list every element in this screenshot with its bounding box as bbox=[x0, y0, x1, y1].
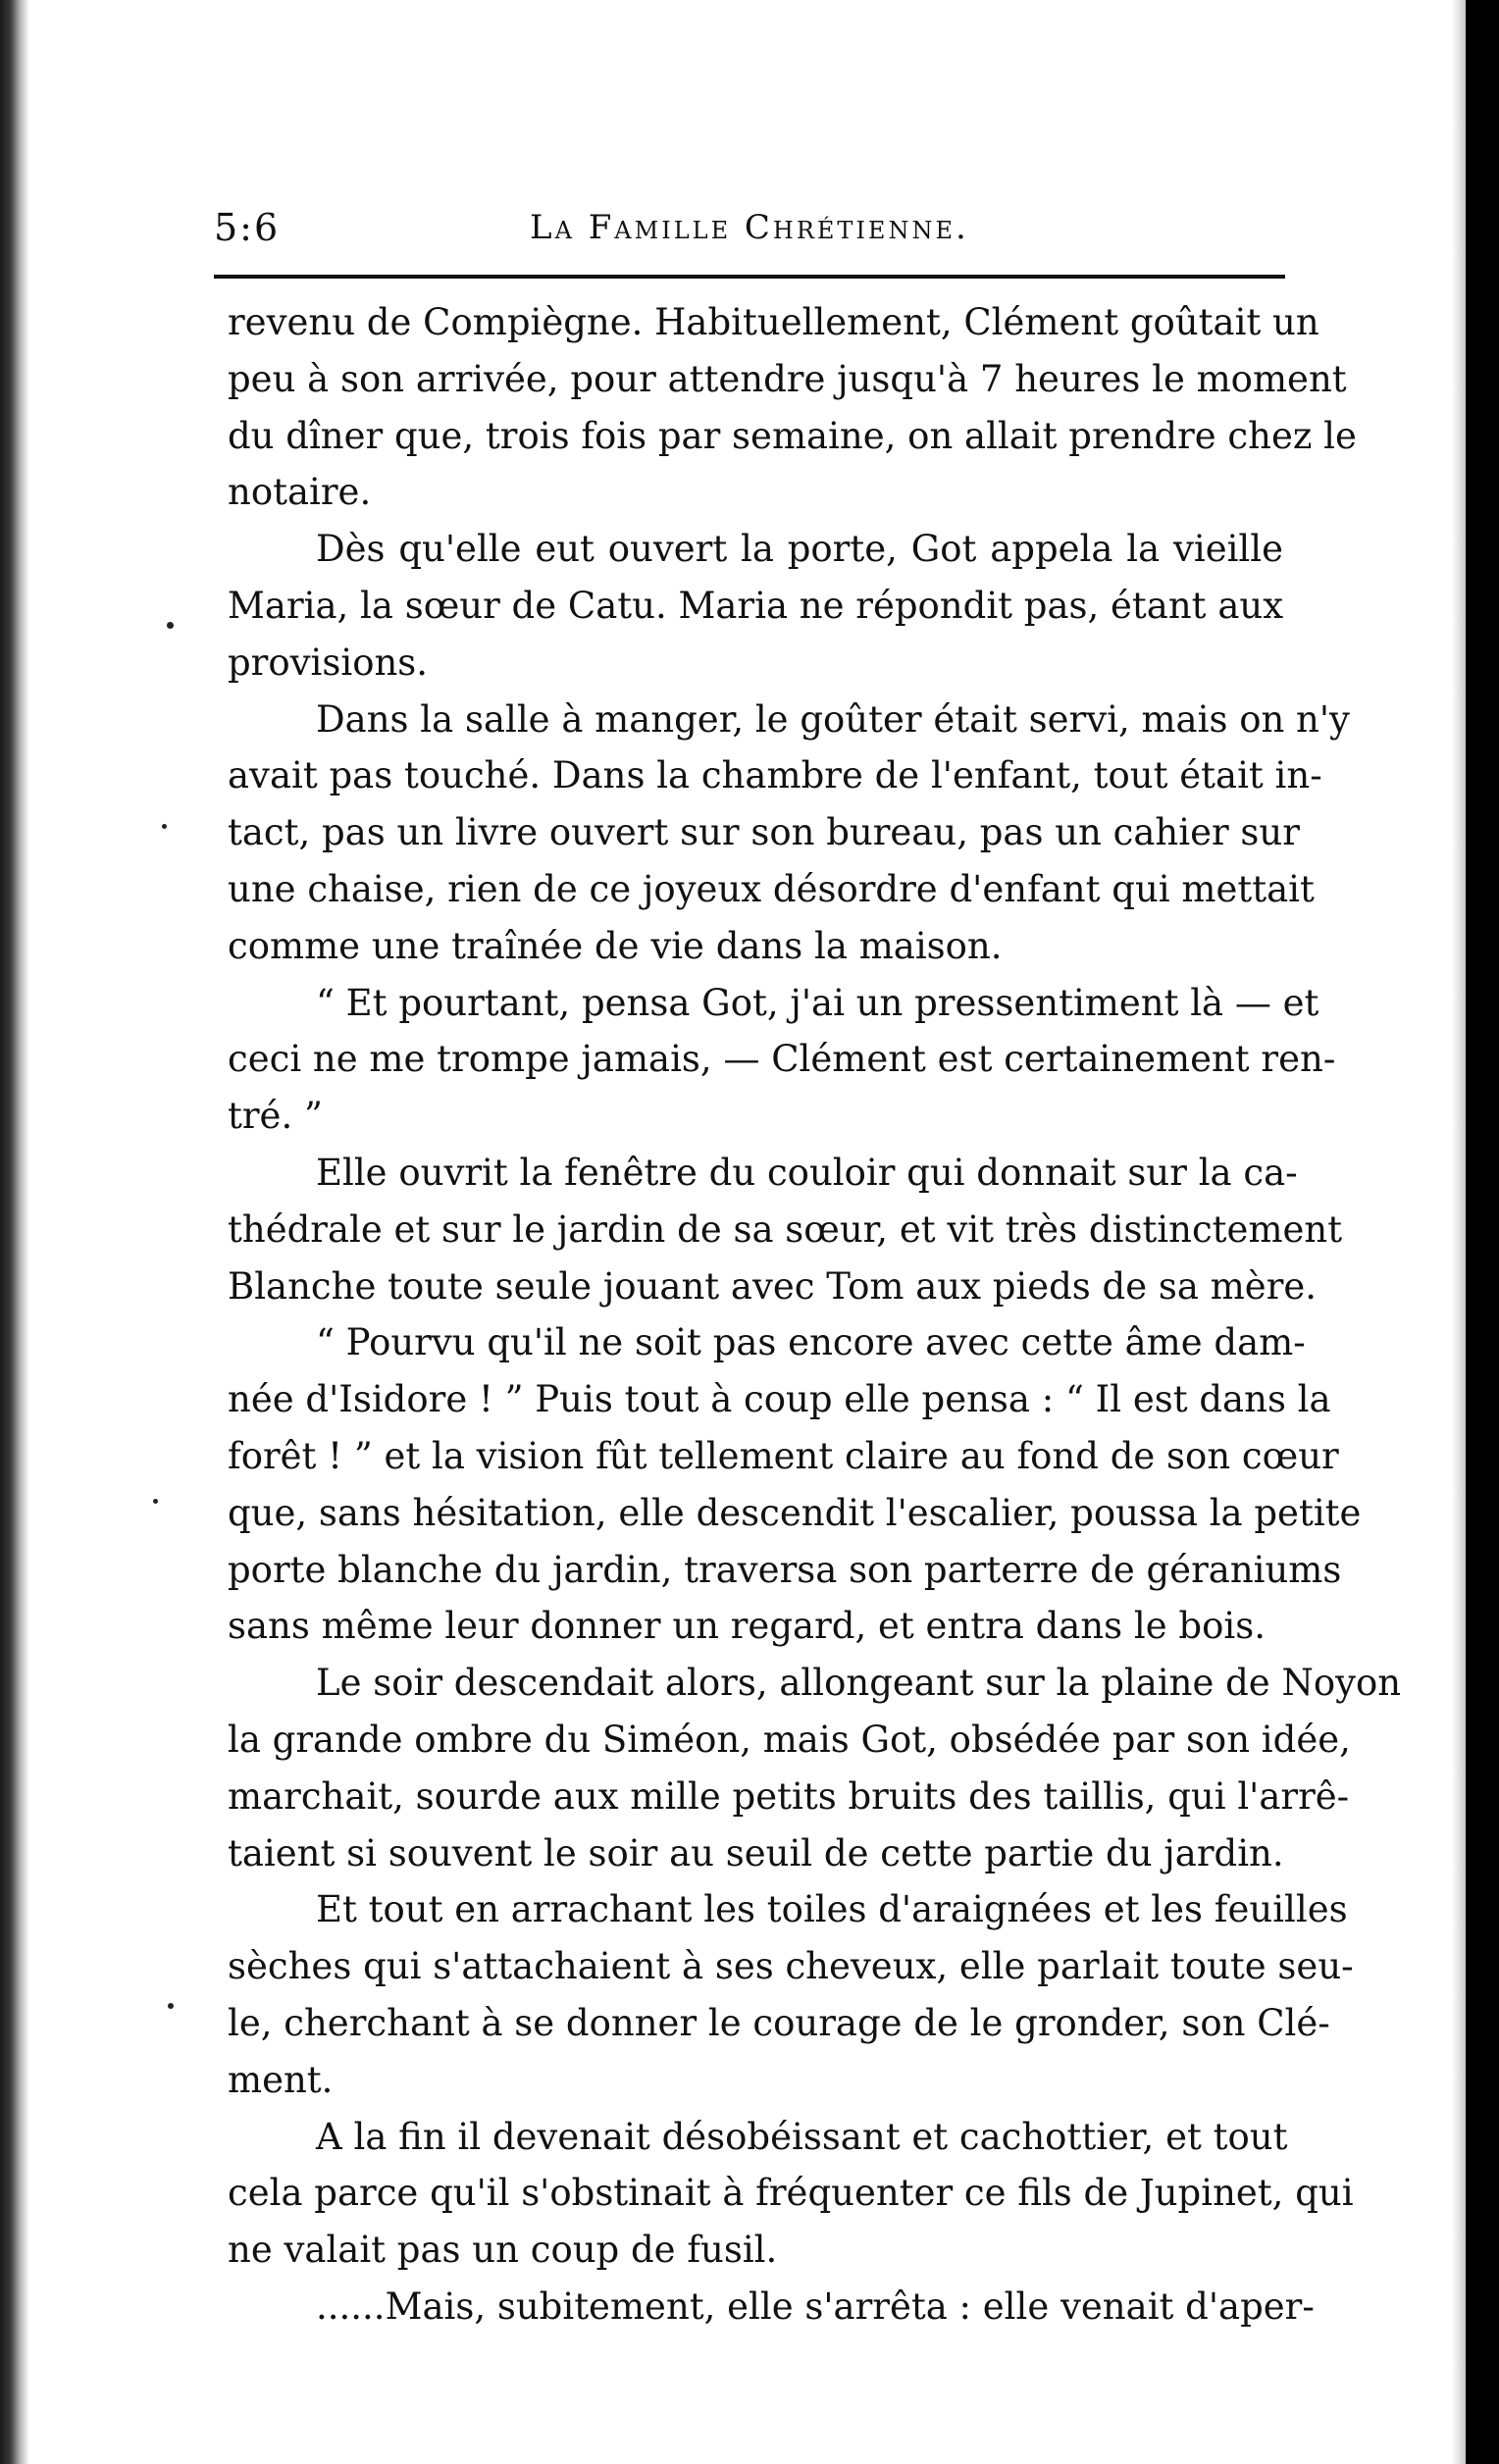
paragraph bbox=[228, 1881, 1354, 2108]
text-line: Et tout en arrachant les toiles d'araignées et les feuilles bbox=[316, 1888, 1348, 1931]
text-line: comme une traînée de vie dans la maison. bbox=[228, 924, 1003, 967]
text-line: A la fin il devenait désobéissant et cachottier, et tout bbox=[316, 2115, 1288, 2158]
paragraph bbox=[228, 2109, 1354, 2279]
scan-right-shadow bbox=[1452, 0, 1466, 2464]
running-title: La Famille Chrétienne. bbox=[530, 208, 969, 247]
text-line: tré. ” bbox=[228, 1095, 323, 1138]
text-line: thédrale et sur le jardin de sa sœur, et vit très distinctement bbox=[228, 1207, 1343, 1251]
text-line: revenu de Compiègne. Habituellement, Clément goûtait un bbox=[228, 301, 1319, 343]
paragraph bbox=[228, 692, 1350, 975]
text-line: que, sans hésitation, elle descendit l'escalier, poussa la petite bbox=[228, 1491, 1362, 1534]
paragraph bbox=[228, 975, 1336, 1145]
text-line: provisions. bbox=[228, 641, 429, 684]
paragraph bbox=[228, 1314, 1362, 1655]
text-line: du dîner que, trois fois par semaine, on allait prendre chez le bbox=[228, 414, 1357, 457]
text-line: notaire. bbox=[228, 471, 372, 514]
scan-left-edge bbox=[0, 0, 29, 2464]
text-line: Elle ouvrit la fenêtre du couloir qui donnait sur la ca- bbox=[316, 1151, 1298, 1194]
paragraph bbox=[228, 2279, 1315, 2336]
text-line: marchait, sourde aux mille petits bruits des taillis, qui l'arrê- bbox=[228, 1774, 1350, 1818]
text-line: sèches qui s'attachaient à ses cheveux, elle parlait toute seu- bbox=[228, 1945, 1354, 1988]
text-line: ......Mais, subitement, elle s'arrêta : elle venait d'aper- bbox=[316, 2284, 1315, 2328]
scan-speck bbox=[168, 2003, 174, 2009]
scan-speck bbox=[162, 824, 167, 829]
scan-speck bbox=[153, 1499, 158, 1504]
text-line: Le soir descendait alors, allongeant sur la plaine de Noyon bbox=[316, 1662, 1402, 1705]
text-line: porte blanche du jardin, traversa son parterre de géraniums bbox=[228, 1548, 1342, 1591]
text-line: née d'Isidore ! ” Puis tout à coup elle pensa : “ Il est dans la bbox=[228, 1378, 1331, 1421]
text-line: Dans la salle à manger, le goûter était servi, mais on n'y bbox=[316, 697, 1350, 741]
page-number: 5:6 bbox=[214, 206, 281, 249]
text-line: tact, pas un livre ouvert sur son bureau, pas un cahier sur bbox=[228, 811, 1300, 854]
text-line: “ Et pourtant, pensa Got, j'ai un pressentiment là — et bbox=[316, 981, 1319, 1024]
text-line: Maria, la sœur de Catu. Maria ne répondit pas, étant aux bbox=[228, 584, 1284, 627]
paragraph bbox=[228, 294, 1357, 521]
text-line: ceci ne me trompe jamais, — Clément est certainement ren- bbox=[228, 1038, 1336, 1081]
paragraph bbox=[228, 1145, 1343, 1314]
text-line: une chaise, rien de ce joyeux désordre d'enfant qui mettait bbox=[228, 867, 1315, 910]
text-line: peu à son arrivée, pour attendre jusqu'à 7 heures le moment bbox=[228, 357, 1347, 400]
paragraph bbox=[228, 1655, 1402, 1881]
text-line: avait pas touché. Dans la chambre de l'enfant, tout était in- bbox=[228, 754, 1322, 797]
text-line: forêt ! ” et la vision fût tellement claire au fond de son cœur bbox=[228, 1434, 1339, 1477]
header-rule bbox=[214, 275, 1285, 279]
text-line: “ Pourvu qu'il ne soit pas encore avec cette âme dam- bbox=[316, 1321, 1306, 1364]
text-line: Dès qu'elle eut ouvert la porte, Got appela la vieille bbox=[316, 528, 1283, 571]
text-body bbox=[228, 294, 1402, 2336]
paragraph bbox=[228, 521, 1283, 691]
scan-right-edge bbox=[1466, 0, 1499, 2464]
text-line: taient si souvent le soir au seuil de cette partie du jardin. bbox=[228, 1831, 1284, 1874]
text-line: le, cherchant à se donner le courage de le gronder, son Clé- bbox=[228, 2001, 1330, 2044]
text-line: ment. bbox=[228, 2058, 334, 2101]
text-line: Blanche toute seule jouant avec Tom aux pieds de sa mère. bbox=[228, 1264, 1318, 1308]
text-line: ne valait pas un coup de fusil. bbox=[228, 2229, 778, 2272]
page-header bbox=[214, 206, 1283, 261]
text-line: la grande ombre du Siméon, mais Got, obsédée par son idée, bbox=[228, 1718, 1351, 1761]
text-line: cela parce qu'il s'obstinait à fréquenter ce fils de Jupinet, qui bbox=[228, 2172, 1354, 2215]
scan-speck bbox=[167, 622, 174, 629]
text-line: sans même leur donner un regard, et entra dans le bois. bbox=[228, 1605, 1266, 1648]
